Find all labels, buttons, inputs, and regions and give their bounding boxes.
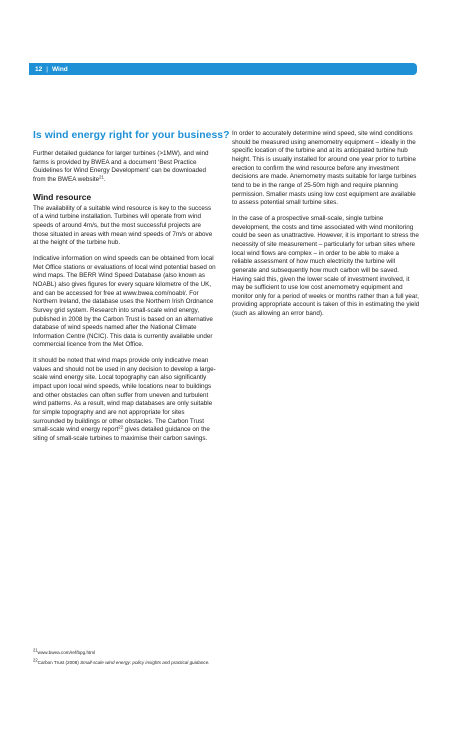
para3-tail: gives detailed guidance on the siting of small-scale turbines to maximise their carbon savings. — [33, 426, 210, 443]
wind-resource-para-3 — [33, 357, 218, 444]
footnote-link[interactable]: www.bwea.com/ref/bpg.html — [37, 650, 96, 655]
left-column — [33, 130, 230, 451]
wind-resource-para-1: The availability of a suitable wind resource is key to the success of a wind turbine installation. Turbines will operate from wind speeds of around 4m/s, but the most successful projects are those situated in areas with mean wind speeds of 7m/s or above at the height of the turbine hub. — [33, 204, 213, 247]
footnote-ref-22: 22 — [118, 424, 124, 430]
wind-resource-heading: Wind resource — [33, 191, 92, 202]
section-header-bar — [29, 63, 417, 75]
footnote-22 — [33, 657, 423, 666]
para3-text: It should be noted that wind maps provide only indicative mean values and should not be used in any decision to develop a large-scale wind energy site. Local topography can also significantly impact upon local wind speeds, while locations near to buildings and other obstacles can often suffer from uneven and turbulent wind patterns. As a result, wind map databases are only suitable for simple topography and are not appropriate for sites surrounded by buildings or other obstacles. The Carbon Trust small-scale wind energy report — [33, 357, 216, 434]
wind-resource-para-2: Indicative information on wind speeds can be obtained from local Met Office stations or evaluations of local wind potential based on wind maps. The BERR Wind Speed Database (also known as NOABL) also gives figures for every square kilometre of the UK, and can be accessed for free at www.bwea.com/noabl/. For Northern Ireland, the database uses the Northern Irish Ordnance Survey grid system. Research into small-scale wind energy, published in 2008 by the Carbon Trust is based on an alternative database of wind speeds named after the National Climate Information Centre (NCIC). This data is currently available under commercial licence from the Met Office. — [33, 254, 216, 349]
footnote-number: 22 — [33, 657, 38, 663]
footnote-publication-title: Small-scale wind energy: policy insights and practical guidance. — [80, 660, 210, 665]
footnote-ref-21: 21 — [99, 174, 104, 180]
section-name: Wind — [51, 65, 68, 73]
footnote-21 — [33, 647, 423, 656]
intro-tail: . — [103, 175, 106, 183]
small-scale-paragraph: In the case of a prospective small-scale, single turbine development, the costs and time associated with wind monitoring could be seen as unattractive. However, it is important to stress the necessity of site measurement – particularly for urban sites where local wind flows are complex – in order to be able to make a reliable assessment of how much electricity the turbine will generate and subsequently how much carbon will be saved. Having said this, given the lower scale of investment involved, it may be sufficient to use low cost anemometry equipment and monitor only for a period of weeks or months rather than a full year, providing appropriate account is taken of this in estimating the yield (such as allowing an error band). — [232, 214, 420, 318]
right-column — [232, 130, 420, 326]
footnotes — [33, 647, 423, 670]
page-title: Is wind energy right for your business? — [33, 130, 230, 141]
footnote-number: 21 — [33, 647, 38, 653]
header-separator: | — [46, 65, 48, 73]
measurement-paragraph: In order to accurately determine wind speed, site wind conditions should be measured using anemometry equipment – ideally in the specific location of the turbine and at its anticipated turbine hub height. This is usually installed for around one year prior to turbine erection to confirm the wind resource before any investment decisions are made. Anemometry masts suitable for large turbines tend to be in the range of 25-50m high and require planning permission. Smaller masts using low cost equipment are available to assess potential small turbine sites. — [232, 130, 417, 207]
intro-paragraph — [33, 150, 218, 185]
footnote-text: Carbon Trust (2008) — [37, 660, 81, 665]
intro-text: Further detailed guidance for larger turbines (>1MW), and wind farms is provided by BWEA and a document ‘Best Practice Guidelines for Wind Energy Development’ can be downloaded from the BWEA website — [33, 150, 209, 183]
page-number: 12 — [35, 65, 43, 73]
